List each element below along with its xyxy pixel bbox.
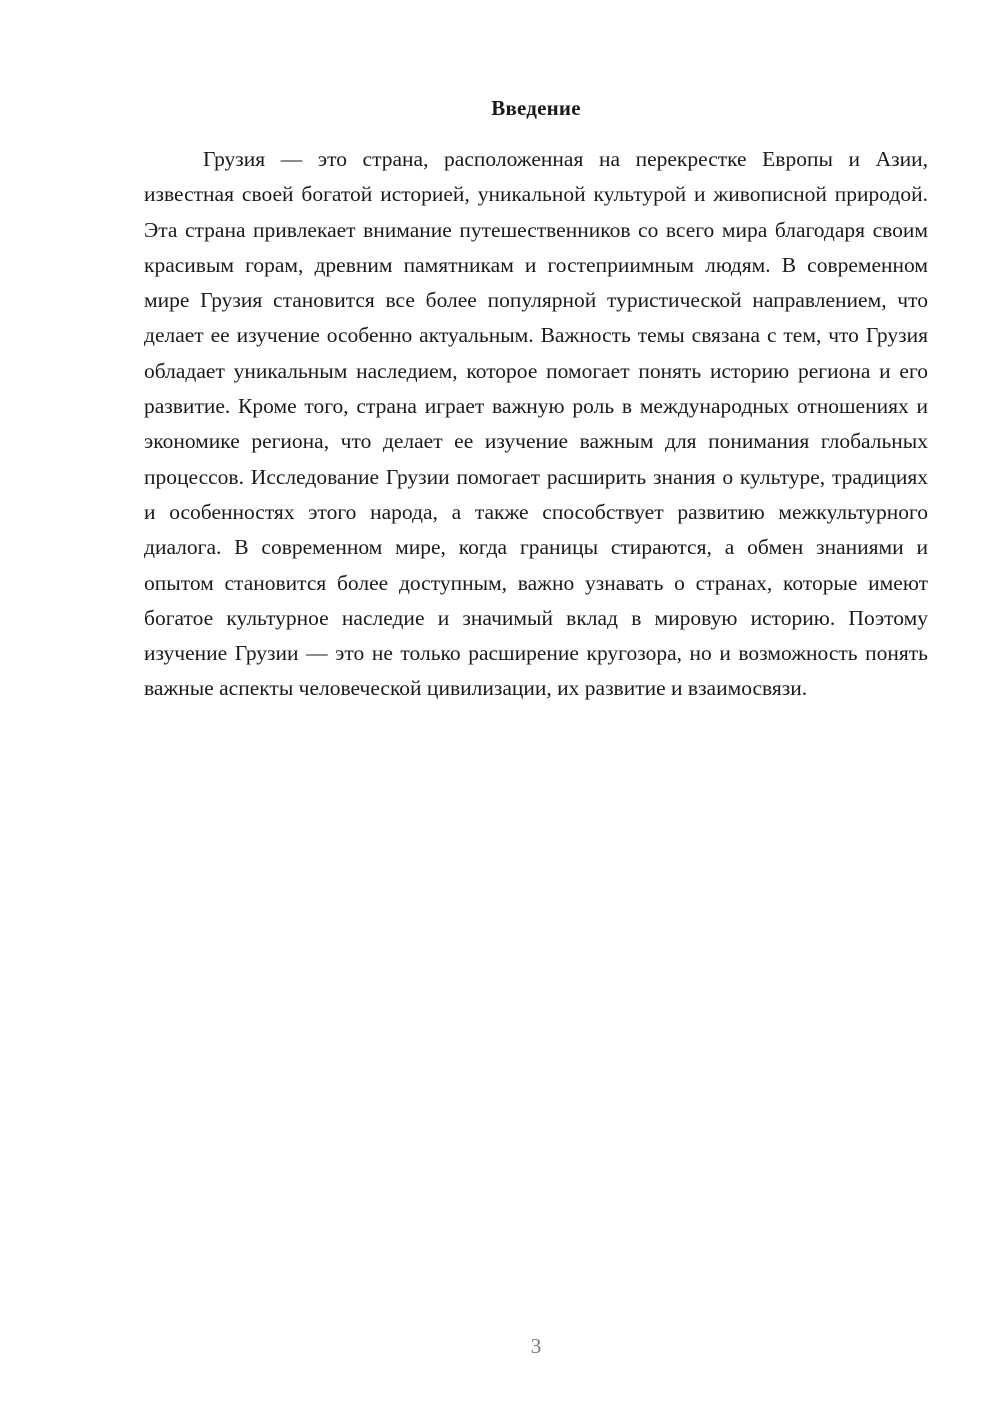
intro-paragraph: Грузия — это страна, расположенная на перекрестке Европы и Азии, известная своей богатой историей, уникальной культурой и живописной природой. Эта страна привлекает внимание путешественников со всего мира благодаря своим красивым горам, древним памятникам и гостеприимным людям. В современном мире Грузия становится все более популярной туристической направлением, что делает ее изучение особенно актуальным. Важность темы связана с тем, что Грузия обладает уникальным наследием, которое помогает понять историю региона и его развитие. Кроме того, страна играет важную роль в международных отношениях и экономике региона, что делает ее изучение важным для понимания глобальных процессов. Исследование Грузии помогает расширить знания о культуре, традициях и особенностях этого народа, а также способствует развитию межкультурного диалога. В современном мире, когда границы стираются, а обмен знаниями и опытом становится более доступным, важно узнавать о странах, которые имеют богатое культурное наследие и значимый вклад в мировую историю. Поэтому изучение Грузии — это не только расширение кругозора, но и возможность понять важные аспекты человеческой цивилизации, их развитие и взаимосвязи. <box>144 147 928 701</box>
section-heading: Введение <box>491 96 581 120</box>
page-number: 3 <box>530 1334 542 1358</box>
